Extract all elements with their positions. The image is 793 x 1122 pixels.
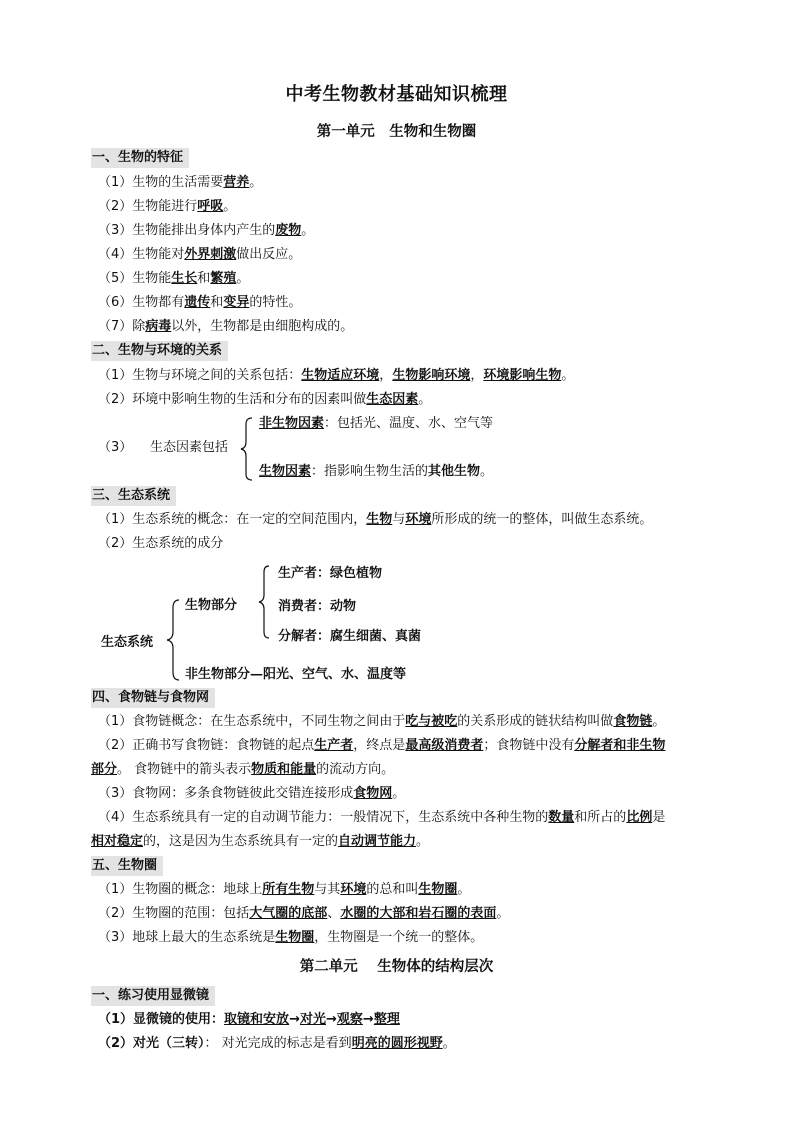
char-line-1: （1）生物的生活需要营养。 <box>98 175 263 190</box>
section-heading-characteristics: 一、生物的特征 <box>91 148 189 168</box>
food-line-4b: 相对稳定的，这是因为生态系统具有一定的自动调节能力。 <box>91 834 430 849</box>
bio-line-3: （3）地球上最大的生态系统是生物圈，生物圈是一个统一的整体。 <box>98 930 484 945</box>
char-line-5: （5）生物能生长和繁殖。 <box>98 271 250 286</box>
tree-root-ecosystem: 生态系统 <box>101 635 154 650</box>
section-heading-food-chain: 四、食物链与食物网 <box>91 688 215 708</box>
bio-line-1: （1）生物圈的概念：地球上所有生物与其环境的总和叫生物圈。 <box>98 882 471 897</box>
char-line-6: （6）生物都有遗传和变异的特性。 <box>98 295 302 310</box>
tree-producer: 生产者：绿色植物 <box>278 566 383 581</box>
tree-decomposer: 分解者：腐生细菌、真菌 <box>278 629 422 644</box>
env-line-3-number: （3） <box>98 440 133 455</box>
char-line-2: （2）生物能进行呼吸。 <box>98 199 237 214</box>
tree-root-brace-icon <box>164 596 182 684</box>
unit-1-heading: 第一单元 生物和生物圈 <box>316 124 477 140</box>
section-heading-microscope: 一、练习使用显微镜 <box>91 986 215 1006</box>
env-line-2: （2）环境中影响生物的生活和分布的因素叫做生态因素。 <box>98 392 432 407</box>
tree-consumer: 消费者：动物 <box>278 599 357 614</box>
microscope-line-1: （1）显微镜的使用：取镜和安放→对光→观察→整理 <box>98 1012 400 1027</box>
section-heading-ecosystem: 三、生态系统 <box>91 486 176 506</box>
env-line-3-label: 生态因素包括 <box>150 440 229 455</box>
nonbiotic-factor-line: 非生物因素：包括光、温度、水、空气等 <box>259 416 494 431</box>
eco-line-1: （1）生态系统的概念：在一定的空间范围内，生物与环境所形成的统一的整体，叫做生态系统。 <box>98 512 653 527</box>
section-heading-environment: 二、生物与环境的关系 <box>91 341 228 361</box>
tree-nonbio-part: 非生物部分—阳光、空气、水、温度等 <box>185 667 407 682</box>
biotic-factor-line: 生物因素：指影响生物生活的其他生物。 <box>259 464 494 479</box>
food-line-2a: （2）正确书写食物链：食物链的起点生产者，终点是最高级消费者；食物链中没有分解者和非生物 <box>98 738 666 753</box>
char-line-7: （7）除病毒以外，生物都是由细胞构成的。 <box>98 319 354 334</box>
tree-bio-part: 生物部分 <box>185 598 238 613</box>
food-line-1: （1）食物链概念：在生态系统中，不同生物之间由于吃与被吃的关系形成的链状结构叫做食物链。 <box>98 714 666 729</box>
char-line-3: （3）生物能排出身体内产生的废物。 <box>98 223 315 238</box>
microscope-line-2: （2）对光（三转）： 对光完成的标志是看到明亮的圆形视野。 <box>98 1036 456 1051</box>
eco-line-2: （2）生态系统的成分 <box>98 536 224 551</box>
food-line-2b: 部分。 食物链中的箭头表示物质和能量的流动方向。 <box>91 762 395 777</box>
unit-2-heading: 第二单元 生物体的结构层次 <box>299 959 494 975</box>
char-line-4: （4）生物能对外界刺激做出反应。 <box>98 247 302 262</box>
tree-bio-brace-icon <box>256 562 272 642</box>
food-line-3: （3）食物网：多条食物链彼此交错连接形成食物网。 <box>98 786 406 801</box>
section-heading-biosphere: 五、生物圈 <box>91 856 163 876</box>
food-line-4a: （4）生态系统具有一定的自动调节能力：一般情况下，生态系统中各种生物的数量和所占的比例是 <box>98 810 666 825</box>
bio-line-2: （2）生物圈的范围：包括大气圈的底部、水圈的大部和岩石圈的表面。 <box>98 906 510 921</box>
eco-factor-brace-icon <box>238 414 256 484</box>
document-title: 中考生物教材基础知识梳理 <box>285 84 508 105</box>
env-line-1: （1）生物与环境之间的关系包括：生物适应环境，生物影响环境，环境影响生物。 <box>98 368 575 383</box>
